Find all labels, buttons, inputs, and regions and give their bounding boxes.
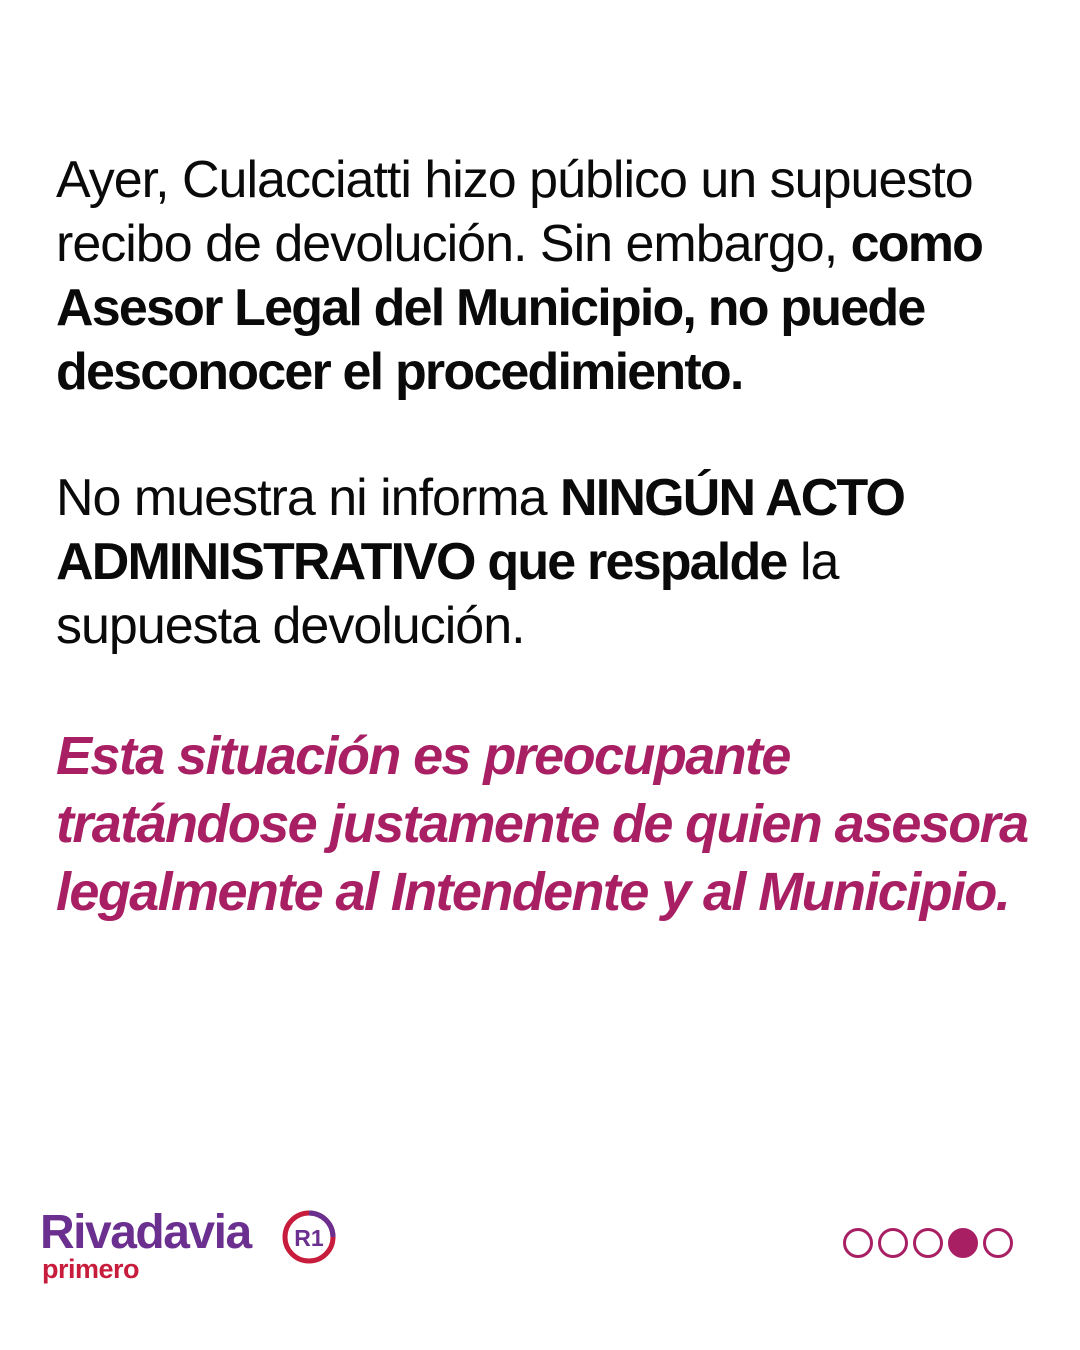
paragraph-claim-tail: la supuesta devolución. [56, 533, 839, 655]
post-content [56, 148, 1046, 926]
paragraph-intro [56, 148, 1046, 404]
paragraph-intro-bold: como Asesor Legal del Municipio, no puede desconocer el procedimiento. [56, 215, 983, 401]
pagination-dot [878, 1228, 908, 1258]
paragraph-intro-text: Ayer, Culacciatti hizo público un supuesto recibo de devolución. Sin embargo, [56, 151, 973, 273]
brand-r1-text: R1 [294, 1225, 324, 1251]
pagination-dot [843, 1228, 873, 1258]
brand-logo [40, 1206, 360, 1286]
highlight-statement: Esta situación es preocupante tratándose justamente de quien asesora legalmente al Intendente y al Municipio. [56, 726, 1028, 922]
paragraph-claim-bold: NINGÚN ACTO ADMINISTRATIVO que respalde [56, 469, 905, 591]
pagination-dots [843, 1228, 1013, 1258]
paragraph-claim-text: No muestra ni informa [56, 469, 560, 527]
pagination-dot [913, 1228, 943, 1258]
brand-r1-icon [281, 1209, 337, 1265]
brand-logo-subtitle: primero [42, 1254, 140, 1284]
pagination-dot [983, 1228, 1013, 1258]
pagination-dot-active [948, 1228, 978, 1258]
brand-logo-name: Rivadavia [40, 1206, 251, 1259]
paragraph-claim [56, 466, 1046, 658]
